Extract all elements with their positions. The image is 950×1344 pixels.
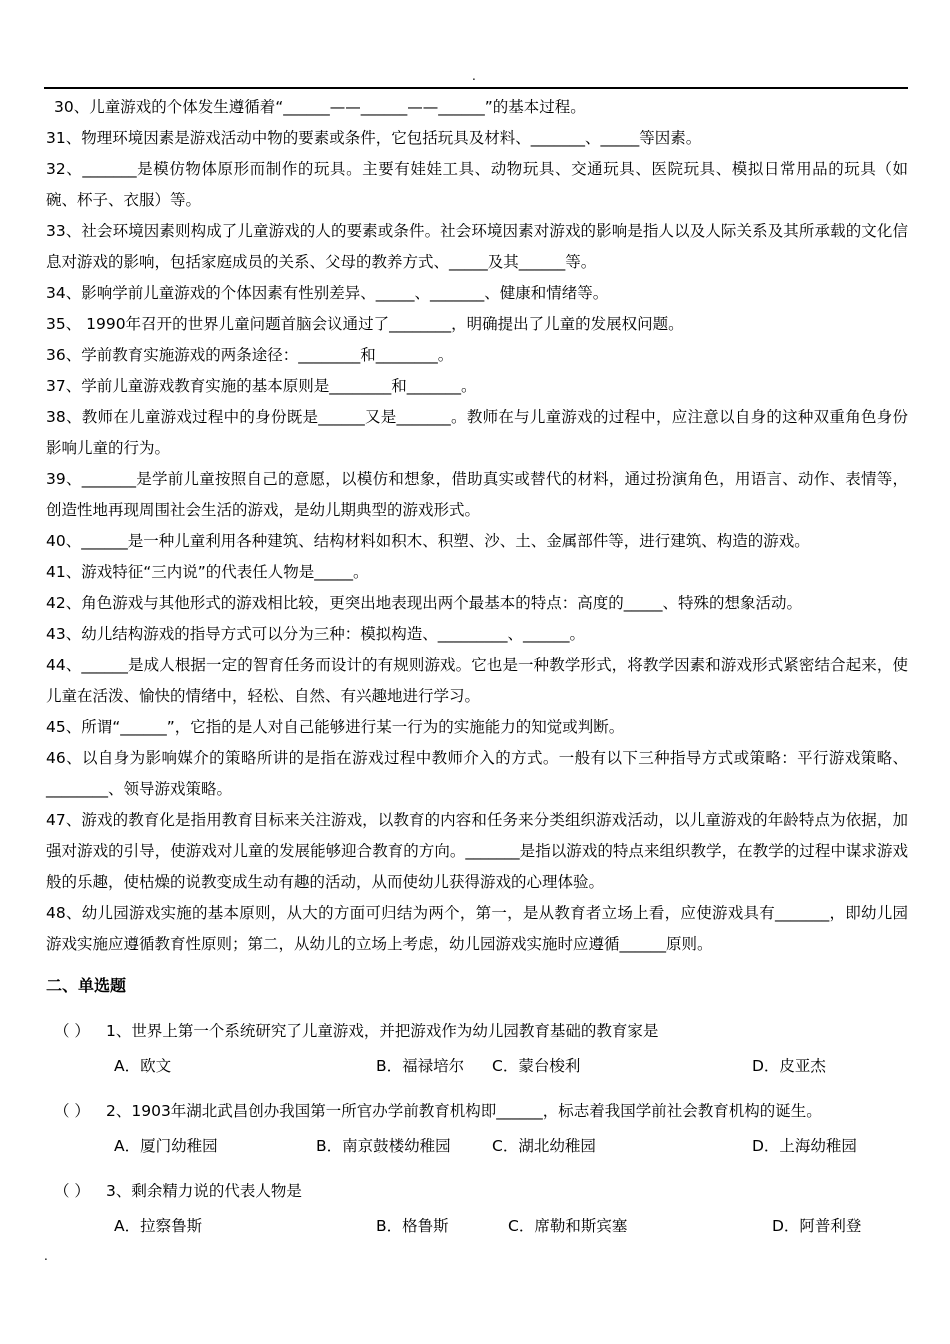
fill-in-question-42: 42、角色游戏与其他形式的游戏相比较，更突出地表现出两个最基本的特点：高度的_____、特殊的想象活动。: [46, 594, 802, 612]
fill-in-question-38: 38、教师在儿童游戏过程中的身份既是______又是_______。教师在与儿童游戏的过程中，应注意以自身的这种双重角色身份影响儿童的行为。: [46, 408, 908, 457]
fill-in-question-33: 33、社会环境因素则构成了儿童游戏的人的要素或条件。社会环境因素对游戏的影响是指人以及人际关系及其所承载的文化信息对游戏的影响，包括家庭成员的关系、父母的教养方式、_____及其______等。: [46, 222, 908, 271]
option-row: [46, 1130, 908, 1166]
question-text: 3、剩余精力说的代表人物是: [106, 1182, 302, 1200]
option-c: C．席勒和斯宾塞: [508, 1217, 628, 1235]
option-c: C．蒙台梭利: [492, 1057, 581, 1075]
question-stem: [46, 1092, 908, 1130]
question-stem: [46, 1172, 908, 1210]
fill-in-question-32: 32、_______是模仿物体原形而制作的玩具。主要有娃娃工具、动物玩具、交通玩具、医院玩具、模拟日常用品的玩具（如碗、杯子、衣服）等。: [46, 160, 908, 209]
fill-in-question-40: 40、______是一种儿童利用各种建筑、结构材料如积木、积塑、沙、土、金属部件等，进行建筑、构造的游戏。: [46, 532, 810, 550]
fill-in-question-41: 41、游戏特征“三内说”的代表任人物是_____。: [46, 563, 369, 581]
option-d: D．上海幼稚园: [752, 1137, 857, 1155]
choice-question-2: [46, 1092, 908, 1166]
option-d: D．皮亚杰: [752, 1057, 826, 1075]
fill-in-question-48: 48、幼儿园游戏实施的基本原则，从大的方面可归结为两个，第一，是从教育者立场上看，应使游戏具有_______，即幼儿园游戏实施应遵循教育性原则；第二，从幼儿的立场上考虑，幼儿园游戏实施时应遵循______原则。: [46, 904, 908, 953]
option-b: B．格鲁斯: [376, 1217, 449, 1235]
fill-in-question-36: 36、学前教育实施游戏的两条途径：________和________。: [46, 346, 454, 364]
question-text: 2、1903年湖北武昌创办我国第一所官办学前教育机构即______，标志着我国学前社会教育机构的诞生。: [106, 1102, 822, 1120]
fill-in-question-34: 34、影响学前儿童游戏的个体因素有性别差异、_____、_______、健康和情绪等。: [46, 284, 609, 302]
fill-in-question-43: 43、幼儿结构游戏的指导方式可以分为三种：模拟构造、_________、______。: [46, 625, 585, 643]
option-a: A．拉察鲁斯: [114, 1217, 203, 1235]
option-b: B．福禄培尔: [376, 1057, 465, 1075]
choice-question-3: [46, 1172, 908, 1246]
footer-dot: .: [44, 1249, 48, 1263]
option-b: B．南京鼓楼幼稚园: [316, 1137, 451, 1155]
header-rule: [44, 87, 908, 89]
option-a: A．厦门幼稚园: [114, 1137, 218, 1155]
fill-in-question-45: 45、所谓“______”，它指的是人对自己能够进行某一行为的实施能力的知觉或判断。: [46, 718, 625, 736]
document-body: [46, 92, 908, 1246]
fill-in-question-46: 46、以自身为影响媒介的策略所讲的是指在游戏过程中教师介入的方式。一般有以下三种指导方式或策略：平行游戏策略、________、领导游戏策略。: [46, 749, 908, 798]
option-c: C．湖北幼稚园: [492, 1137, 596, 1155]
option-a: A．欧文: [114, 1057, 172, 1075]
fill-in-question-47: 47、游戏的教育化是指用教育目标来关注游戏，以教育的内容和任务来分类组织游戏活动，以儿童游戏的年龄特点为依据，加强对游戏的引导，使游戏对儿童的发展能够迎合教育的方向。_______是指以游戏的特点来组织教学，在教学的过程中谋求游戏般的乐趣，使枯燥的说教变成生动有趣的活动，从而使幼儿获得游戏的心理体验。: [46, 811, 908, 891]
header-dot: .: [472, 69, 476, 83]
fill-in-question-31: 31、物理环境因素是游戏活动中物的要素或条件，它包括玩具及材料、_______、_____等因素。: [46, 129, 702, 147]
option-row: [46, 1050, 908, 1086]
option-d: D．阿普利登: [772, 1217, 862, 1235]
question-text: 1、世界上第一个系统研究了儿童游戏，并把游戏作为幼儿园教育基础的教育家是: [106, 1022, 659, 1040]
answer-blank: （ ）: [54, 1182, 90, 1200]
question-stem: [46, 1012, 908, 1050]
choice-question-1: [46, 1012, 908, 1086]
fill-in-question-30: 30、儿童游戏的个体发生遵循着“______——______——______”的基本过程。: [54, 98, 586, 116]
fill-in-question-35: 35、 1990年召开的世界儿童问题首脑会议通过了________，明确提出了儿童的发展权问题。: [46, 315, 684, 333]
section-title-single-choice: 二、单选题: [46, 976, 127, 995]
fill-in-question-37: 37、学前儿童游戏教育实施的基本原则是________和_______。: [46, 377, 477, 395]
option-row: [46, 1210, 908, 1246]
fill-in-question-39: 39、_______是学前儿童按照自己的意愿，以模仿和想象，借助真实或替代的材料，通过扮演角色，用语言、动作、表情等，创造性地再现周围社会生活的游戏，是幼儿期典型的游戏形式。: [46, 470, 908, 519]
answer-blank: （ ）: [54, 1102, 90, 1120]
fill-in-question-44: 44、______是成人根据一定的智育任务而设计的有规则游戏。它也是一种教学形式，将教学因素和游戏形式紧密结合起来，使儿童在活泼、愉快的情绪中，轻松、自然、有兴趣地进行学习。: [46, 656, 908, 705]
answer-blank: （ ）: [54, 1022, 90, 1040]
